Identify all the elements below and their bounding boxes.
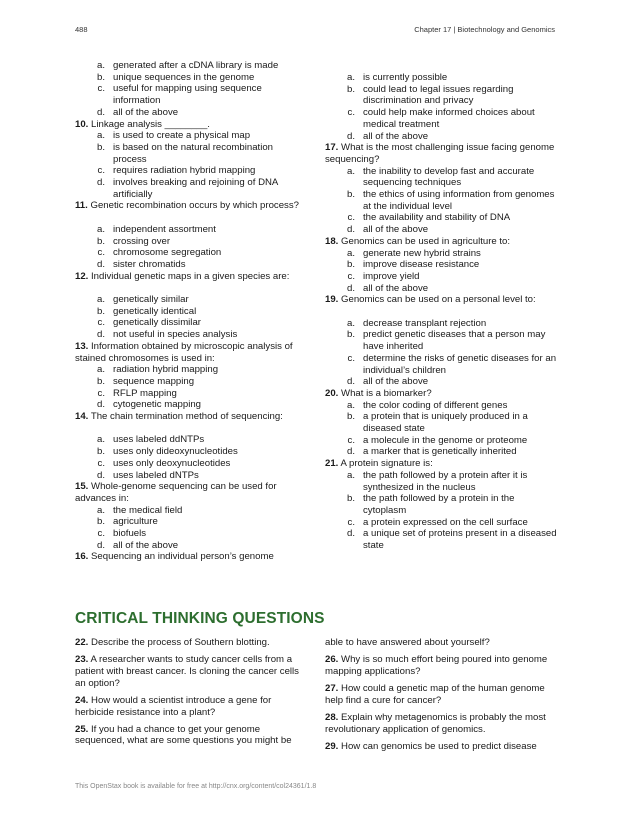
option-text: unique sequences in the genome — [113, 71, 255, 83]
question-21: 21. A protein signature is: a. the path followed by a protein after it is synthesized in the nucleus b. the path followed by a protein in the cytoplasm c. a protein expressed on the cell surface d. a unique set of proteins present in a diseased state — [325, 458, 557, 552]
answer-option — [75, 83, 307, 106]
answer-option — [325, 318, 557, 330]
option-letter: a. — [346, 247, 355, 259]
answer-option — [75, 376, 307, 388]
option-text: uses only deoxynucleotides — [113, 457, 231, 469]
option-text: is currently possible — [363, 72, 448, 83]
option-letter: b. — [346, 189, 355, 201]
question-27: 27. How could a genetic map of the human genome help find a cure for cancer? — [325, 683, 545, 706]
option-text: a unique set of proteins present in a diseased state — [363, 528, 557, 552]
option-letter: d. — [96, 177, 105, 189]
option-letter: b. — [346, 493, 355, 505]
option-text: sister chromatids — [113, 258, 186, 270]
question-12: 12. Individual genetic maps in a given species are: a. genetically similar b. genetically identical c. genetically dissimilar d. not useful in species analysis — [75, 271, 307, 341]
option-letter: b. — [346, 83, 355, 95]
option-text: generated after a cDNA library is made — [113, 60, 279, 71]
answer-option — [75, 224, 307, 236]
option-text: involves breaking and rejoining of DNA artificially — [113, 177, 278, 200]
answer-option — [75, 60, 307, 72]
answer-option — [75, 294, 307, 306]
answer-option — [75, 236, 307, 248]
answer-option — [325, 212, 557, 224]
option-letter: c. — [347, 212, 355, 224]
option-letter: c. — [97, 457, 105, 469]
answer-option — [325, 259, 557, 271]
option-text: biofuels — [113, 528, 147, 540]
option-text: the path followed by a protein after it is synthesized in the nucleus — [363, 469, 528, 493]
question-25-continued: able to have answered about yourself? — [325, 637, 490, 648]
question-14: 14. The chain termination method of sequencing: a. uses labeled ddNTPs b. uses only dideoxynucleotides c. uses only deoxynucleotides d. uses labeled dNTPs — [75, 411, 307, 481]
answer-option — [75, 516, 307, 528]
option-letter: d. — [96, 258, 105, 270]
option-text: is based on the natural recombination process — [113, 141, 273, 165]
answer-option — [325, 411, 557, 434]
option-letter: c. — [347, 107, 355, 119]
option-text: predict genetic diseases that a person may have inherited — [363, 329, 546, 353]
answer-option — [75, 446, 307, 458]
answer-option — [325, 189, 557, 212]
answer-option — [75, 165, 307, 177]
option-text: uses labeled ddNTPs — [113, 434, 205, 446]
answer-option — [325, 84, 557, 107]
option-letter: b. — [96, 71, 105, 83]
option-letter: a. — [96, 60, 105, 71]
option-text: determine the risks of genetic diseases for an individual’s children — [363, 352, 557, 376]
answer-option — [325, 528, 557, 551]
option-letter: a. — [346, 469, 355, 481]
question-11: 11. Genetic recombination occurs by which process? a. independent assortment b. crossing over c. chromosome segregation d. sister chromatids — [75, 200, 307, 270]
option-letter: d. — [346, 130, 355, 142]
option-letter: c. — [347, 434, 355, 446]
right-column — [325, 72, 557, 552]
option-text: all of the above — [113, 106, 179, 118]
answer-option — [325, 271, 557, 283]
option-letter: d. — [96, 469, 105, 481]
answer-option — [75, 107, 307, 119]
option-text: independent assortment — [113, 223, 216, 235]
question-26: 26. Why is so much effort being poured into genome mapping applications? — [325, 654, 548, 677]
answer-option — [325, 283, 557, 295]
answer-option — [325, 493, 557, 516]
option-letter: d. — [346, 224, 355, 236]
answer-option — [75, 130, 307, 142]
option-text: the inability to develop fast and accurate sequencing techniques — [363, 165, 535, 189]
option-text: the availability and stability of DNA — [363, 212, 511, 224]
answer-option — [325, 248, 557, 260]
option-letter: c. — [97, 247, 105, 259]
option-text: sequence mapping — [113, 375, 195, 387]
page-number: 488 — [75, 25, 88, 34]
answer-option — [325, 470, 557, 493]
option-letter: a. — [346, 72, 355, 83]
option-letter: d. — [346, 528, 355, 540]
answer-option — [75, 434, 307, 446]
answer-option — [75, 142, 307, 165]
question-23: 23. A researcher wants to study cancer cells from a patient with breast cancer. Is cloning the cancer cells an option? — [75, 654, 299, 689]
footer: This OpenStax book is available for free at http://cnx.org/content/col24361/1.8 — [75, 783, 317, 790]
option-text: requires radiation hybrid mapping — [113, 165, 256, 177]
option-text: a molecule in the genome or proteome — [363, 434, 528, 446]
option-text: not useful in species analysis — [113, 329, 238, 341]
option-text: genetically identical — [113, 305, 197, 317]
question-15: 15. Whole-genome sequencing can be used for advances in: a. the medical field b. agriculture c. biofuels d. all of the above — [75, 481, 307, 551]
option-text: genetically similar — [113, 294, 189, 306]
option-text: improve disease resistance — [363, 259, 480, 271]
option-letter: b. — [96, 516, 105, 528]
answer-option — [325, 166, 557, 189]
question-20: 20. What is a biomarker? a. the color coding of different genes b. a protein that is uniquely produced in a diseased state c. a molecule in the genome or proteome d. a marker that is genetically inherited — [325, 388, 557, 458]
answer-option — [75, 317, 307, 329]
option-text: agriculture — [113, 516, 158, 528]
option-letter: b. — [96, 305, 105, 317]
answer-option — [75, 528, 307, 540]
option-text: all of the above — [363, 282, 429, 294]
option-text: improve yield — [363, 270, 420, 282]
answer-option — [325, 72, 557, 84]
answer-option — [75, 177, 307, 200]
option-text: the ethics of using information from genomes at the individual level — [363, 189, 555, 212]
answer-option — [325, 353, 557, 376]
option-text: the color coding of different genes — [363, 399, 508, 411]
option-letter: b. — [346, 259, 355, 271]
answer-option — [325, 224, 557, 236]
option-text: all of the above — [363, 376, 429, 388]
answer-option — [325, 435, 557, 447]
option-letter: d. — [346, 376, 355, 388]
question-13: 13. Information obtained by microscopic analysis of stained chromosomes is used in: a. radiation hybrid mapping b. sequence mapping c. RFLP mapping d. cytogenetic mapping — [75, 341, 307, 411]
answer-option — [75, 470, 307, 482]
answer-option — [325, 107, 557, 130]
answer-option — [75, 259, 307, 271]
section-heading: CRITICAL THINKING QUESTIONS — [75, 610, 325, 627]
option-text: a protein that is uniquely produced in a diseased state — [363, 411, 528, 435]
option-text: all of the above — [363, 224, 429, 236]
answer-option — [325, 400, 557, 412]
option-text: generate new hybrid strains — [363, 247, 481, 259]
option-letter: a. — [96, 504, 105, 516]
answer-option — [75, 540, 307, 552]
answer-option — [325, 376, 557, 388]
option-letter: a. — [96, 364, 105, 376]
option-letter: a. — [96, 434, 105, 446]
option-letter: c. — [347, 352, 355, 364]
option-letter: b. — [96, 141, 105, 153]
option-text: the path followed by a protein in the cytoplasm — [363, 493, 515, 516]
option-letter: b. — [96, 235, 105, 247]
answer-option — [75, 364, 307, 376]
option-letter: c. — [97, 387, 105, 399]
option-letter: b. — [96, 446, 105, 458]
option-text: radiation hybrid mapping — [113, 364, 219, 376]
option-letter: b. — [96, 375, 105, 387]
answer-option — [75, 505, 307, 517]
option-letter: c. — [97, 83, 105, 95]
question-28: 28. Explain why metagenomics is probably the most revolutionary application of genomics. — [325, 712, 546, 735]
option-letter: c. — [97, 317, 105, 329]
option-text: cytogenetic mapping — [113, 399, 201, 411]
answer-option — [75, 329, 307, 341]
answer-option — [75, 399, 307, 411]
option-letter: c. — [97, 165, 105, 177]
option-text: decrease transplant rejection — [363, 317, 487, 329]
question-29: 29. How can genomics be used to predict disease — [325, 740, 537, 752]
question-24: 24. How would a scientist introduce a gene for herbicide resistance into a plant? — [75, 694, 272, 718]
option-letter: d. — [346, 446, 355, 458]
answer-option — [75, 247, 307, 259]
question-19: 19. Genomics can be used on a personal level to: a. decrease transplant rejection b. predict genetic diseases that a person may have inherited c. determine the risks of genetic diseases for an individual’s children d. all of the above — [325, 294, 557, 388]
chapter-title: Chapter 17 | Biotechnology and Genomics — [414, 25, 555, 34]
option-text: could lead to legal issues regarding discrimination and privacy — [363, 83, 514, 107]
option-letter: a. — [96, 223, 105, 235]
q16-options — [325, 72, 557, 142]
left-column — [75, 60, 307, 563]
option-letter: d. — [346, 282, 355, 294]
critical-thinking-left — [75, 637, 307, 753]
q9-options — [75, 60, 307, 119]
answer-option — [325, 446, 557, 458]
option-text: RFLP mapping — [113, 387, 177, 399]
option-text: a protein expressed on the cell surface — [363, 516, 528, 528]
option-letter: a. — [346, 165, 355, 177]
answer-option — [75, 72, 307, 84]
answer-option — [325, 517, 557, 529]
option-letter: c. — [97, 528, 105, 540]
question-25: 25. If you had a chance to get your genome sequenced, what are some questions you might be — [75, 723, 292, 747]
option-text: genetically dissimilar — [113, 317, 201, 329]
option-text: could help make informed choices about medical treatment — [363, 107, 535, 130]
option-text: useful for mapping using sequence information — [113, 83, 262, 107]
answer-option — [325, 329, 557, 352]
option-text: uses labeled dNTPs — [113, 469, 199, 481]
option-letter: a. — [346, 317, 355, 329]
option-letter: b. — [346, 329, 355, 341]
option-letter: a. — [346, 399, 355, 411]
option-letter: b. — [346, 411, 355, 423]
question-17: 17. What is the most challenging issue facing genome sequencing? a. the inability to develop fast and accurate sequencing techniques b. the ethics of using information from genomes at the individual level c. the availability and stability of DNA d. all of the above — [325, 142, 557, 236]
option-letter: d. — [96, 106, 105, 118]
option-text: all of the above — [113, 539, 179, 551]
question-10: 10. Linkage analysis ________. a. is used to create a physical map b. is based on the natural recombination process c. requires radiation hybrid mapping d. involves breaking and rejoining of DNA artificially — [75, 119, 307, 201]
option-letter: d. — [96, 329, 105, 341]
option-letter: c. — [347, 270, 355, 282]
critical-thinking-right — [325, 637, 557, 758]
answer-option — [75, 458, 307, 470]
option-text: uses only dideoxynucleotides — [113, 446, 238, 458]
option-letter: a. — [96, 130, 105, 142]
option-text: crossing over — [113, 235, 171, 247]
option-letter: d. — [96, 399, 105, 411]
option-letter: c. — [347, 516, 355, 528]
option-letter: d. — [96, 539, 105, 551]
option-text: is used to create a physical map — [113, 130, 251, 142]
option-text: the medical field — [113, 504, 183, 516]
question-22: 22. Describe the process of Southern blotting. — [75, 637, 270, 648]
option-text: a marker that is genetically inherited — [363, 446, 517, 458]
answer-option — [325, 131, 557, 143]
option-text: all of the above — [363, 130, 429, 142]
answer-option — [75, 388, 307, 400]
option-text: chromosome segregation — [113, 247, 222, 259]
answer-option — [75, 306, 307, 318]
option-letter: a. — [96, 294, 105, 306]
question-16: 16. Sequencing an individual person’s genome — [75, 551, 274, 563]
question-18: 18. Genomics can be used in agriculture to: a. generate new hybrid strains b. improve disease resistance c. improve yield d. all of the above — [325, 236, 557, 295]
